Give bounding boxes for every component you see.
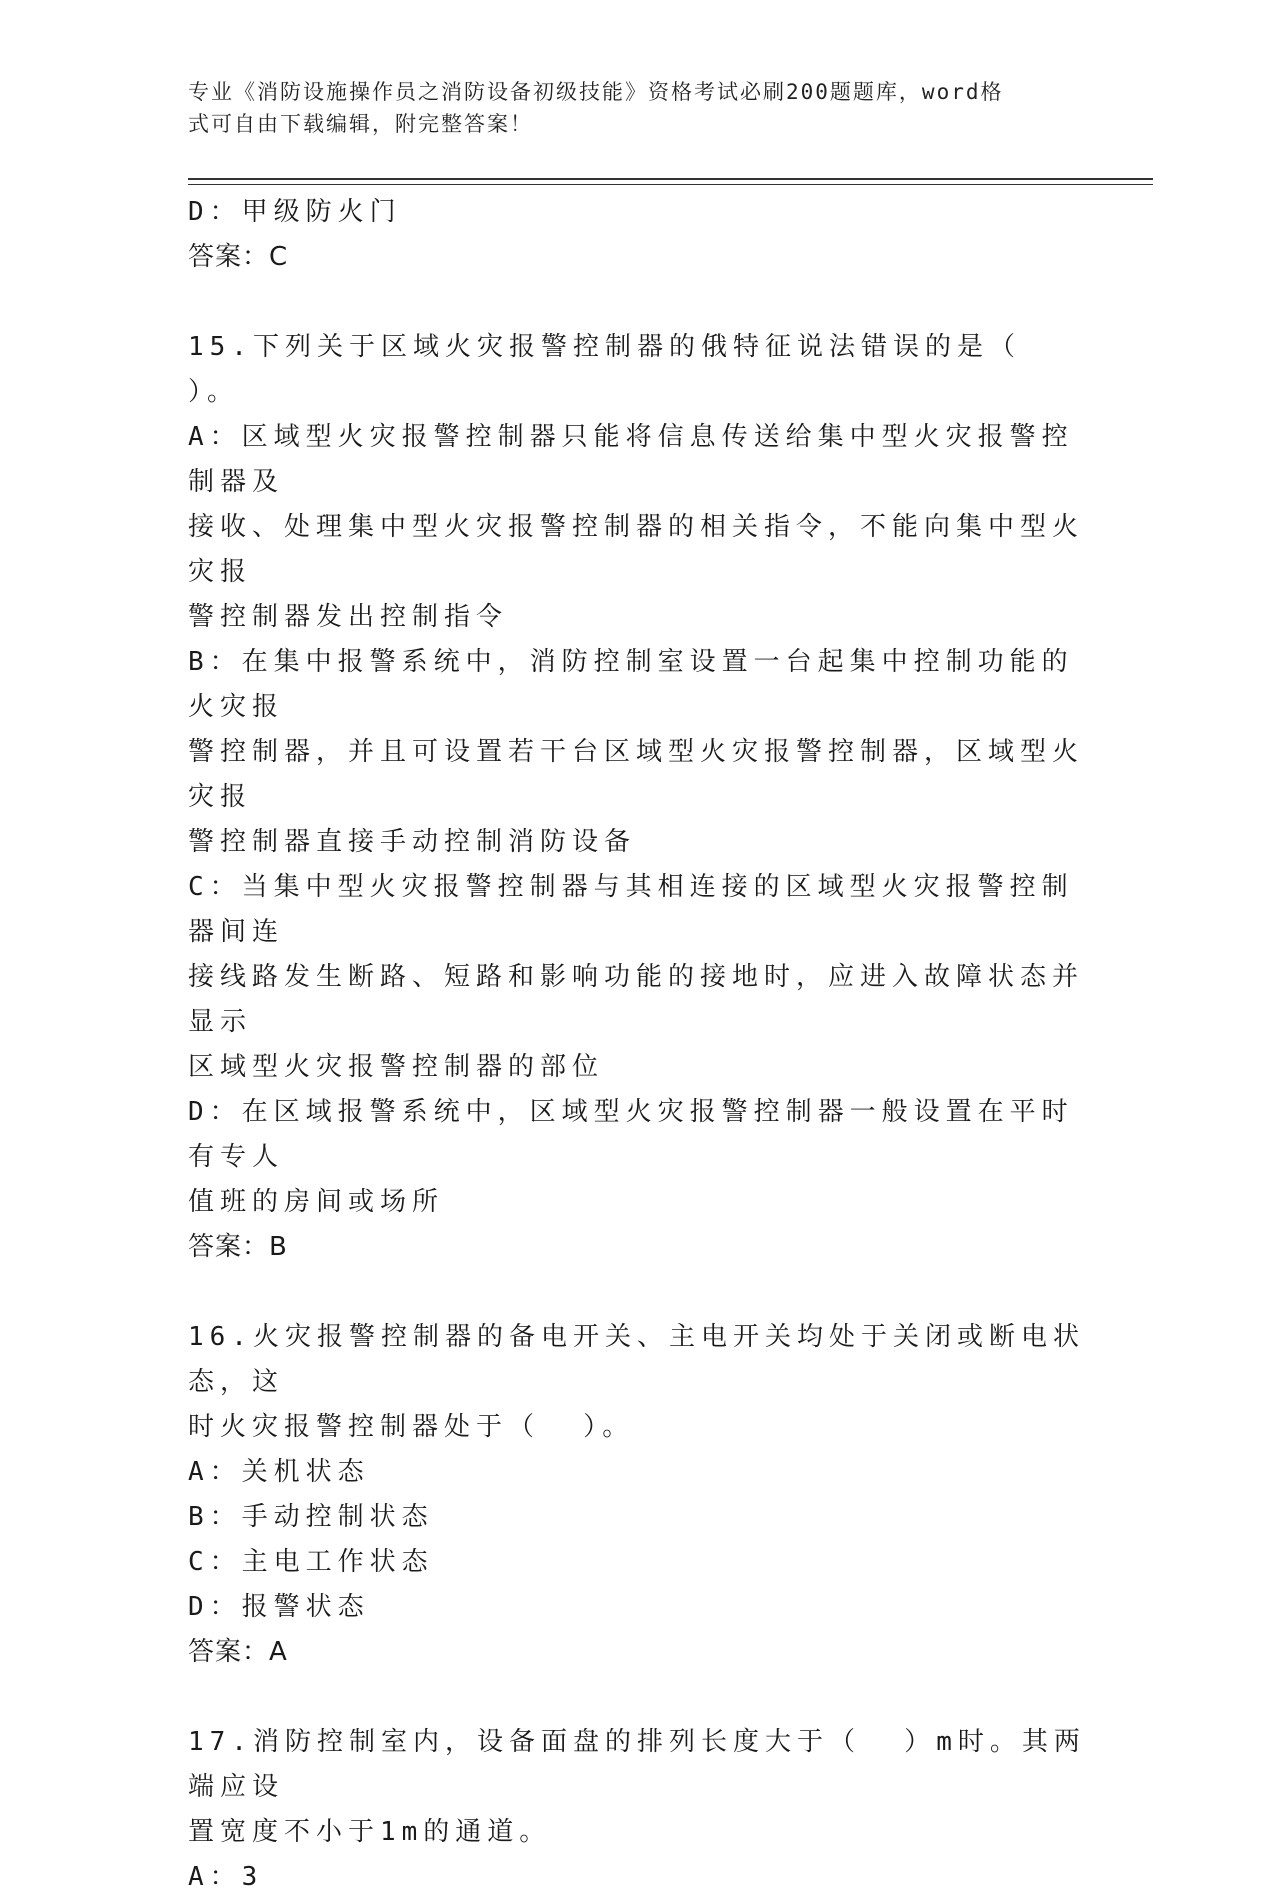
question-15-option-c-cont: 区域型火灾报警控制器的部位 bbox=[188, 1052, 605, 1082]
question-16-option-a: A：关机状态 bbox=[188, 1457, 370, 1487]
question-16-option-c: C：主电工作状态 bbox=[188, 1547, 434, 1577]
question-16-stem-cont: 时火灾报警控制器处于（ ）。 bbox=[188, 1412, 635, 1442]
question-15-option-a: A：区域型火灾报警控制器只能将信息传送给集中型火灾报警控制器及 bbox=[188, 422, 1074, 497]
header-divider bbox=[188, 178, 1153, 185]
spacer bbox=[188, 1675, 1088, 1720]
question-16 bbox=[188, 1315, 1088, 1675]
spacer bbox=[188, 1270, 1088, 1315]
question-15-option-b-cont: 警控制器，并且可设置若干台区域型火灾报警控制器，区域型火灾报 bbox=[188, 737, 1085, 812]
question-16-answer: 答案：A bbox=[188, 1637, 288, 1667]
question-15-option-b: B：在集中报警系统中，消防控制室设置一台起集中控制功能的火灾报 bbox=[188, 647, 1074, 722]
question-15-option-c-cont: 接线路发生断路、短路和影响功能的接地时，应进入故障状态并显示 bbox=[188, 962, 1085, 1037]
question-17-stem: 17.消防控制室内，设备面盘的排列长度大于（ ）m时。其两端应设 bbox=[188, 1727, 1086, 1802]
spacer bbox=[188, 280, 1088, 325]
question-15-option-c: C：当集中型火灾报警控制器与其相连接的区域型火灾报警控制器间连 bbox=[188, 872, 1074, 947]
question-15 bbox=[188, 325, 1088, 1270]
question-17 bbox=[188, 1720, 1088, 1900]
question-17-stem-cont: 置宽度不小于1m的通道。 bbox=[188, 1817, 552, 1847]
question-15-option-d: D：在区域报警系统中，区域型火灾报警控制器一般设置在平时有专人 bbox=[188, 1097, 1074, 1172]
question-15-option-a-cont: 警控制器发出控制指令 bbox=[188, 602, 509, 632]
question-15-stem: 15.下列关于区域火灾报警控制器的俄特征说法错误的是（ ）。 bbox=[188, 332, 1065, 407]
document-body bbox=[188, 190, 1088, 1900]
question-17-option-a: A：3 bbox=[188, 1862, 264, 1892]
prev-option-d: D：甲级防火门 bbox=[188, 197, 402, 227]
question-15-answer: 答案：B bbox=[188, 1232, 288, 1262]
header-line-1: 专业《消防设施操作员之消防设备初级技能》资格考试必刷200题题库，word格 bbox=[188, 80, 1004, 104]
question-15-option-a-cont: 接收、处理集中型火灾报警控制器的相关指令，不能向集中型火灾报 bbox=[188, 512, 1085, 587]
header-line-2: 式可自由下载编辑，附完整答案！ bbox=[188, 112, 533, 136]
document-header bbox=[188, 76, 1068, 140]
question-16-option-b: B：手动控制状态 bbox=[188, 1502, 434, 1532]
prev-answer: 答案：C bbox=[188, 242, 289, 272]
question-15-option-b-cont: 警控制器直接手动控制消防设备 bbox=[188, 827, 637, 857]
question-16-stem: 16.火灾报警控制器的备电开关、主电开关均处于关闭或断电状态，这 bbox=[188, 1322, 1085, 1397]
question-15-option-d-cont: 值班的房间或场所 bbox=[188, 1187, 445, 1217]
question-16-option-d: D：报警状态 bbox=[188, 1592, 370, 1622]
